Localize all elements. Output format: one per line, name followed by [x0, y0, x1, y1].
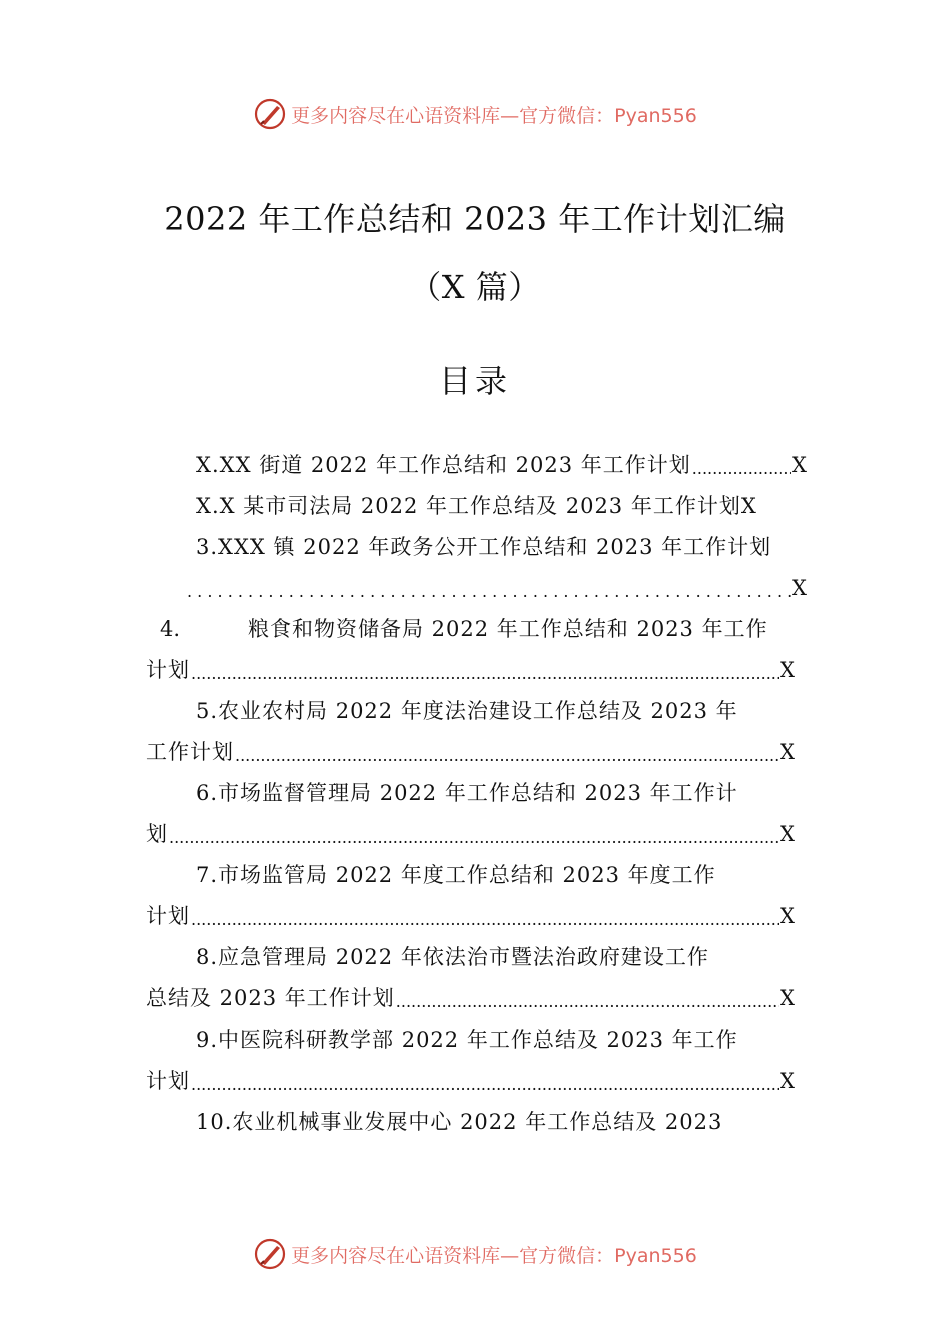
toc-leader-dots	[191, 909, 779, 931]
toc-entry-3-leader	[186, 573, 808, 603]
toc-entry-8[interactable]	[196, 942, 796, 972]
toc-entry-9-cont[interactable]	[146, 1066, 796, 1096]
toc-entry-title: 8.应急管理局 2022 年依法治市暨法治政府建设工作	[196, 945, 709, 969]
watermark-header	[0, 96, 950, 132]
toc-entry-title: 9.中医院科研教学部 2022 年工作总结及 2023 年工作	[196, 1028, 738, 1052]
toc-entry-6[interactable]	[196, 778, 796, 808]
toc-entry-7-cont[interactable]	[146, 901, 796, 931]
toc-entry-9[interactable]	[196, 1025, 796, 1055]
toc-entry-title-cont: 工作计划	[146, 740, 234, 764]
toc-entry-title-cont: 划	[146, 822, 168, 846]
toc-entry-6-cont[interactable]	[146, 819, 796, 849]
quill-logo-icon	[253, 1237, 287, 1271]
toc-leader-dots	[169, 827, 779, 849]
toc-entry-title-cont: 计划	[146, 1069, 190, 1093]
toc-leader-dots	[235, 745, 779, 767]
toc-leader-dots	[191, 1074, 779, 1096]
document-title: 2022 年工作总结和 2023 年工作计划汇编	[164, 200, 786, 238]
toc-entry-title: 10.农业机械事业发展中心 2022 年工作总结及 2023	[196, 1110, 723, 1134]
toc-entry-2[interactable]	[196, 491, 812, 521]
toc-entry-title: 5.农业农村局 2022 年度法治建设工作总结及 2023 年	[196, 699, 738, 723]
toc-leader-dots	[396, 991, 779, 1013]
toc-entry-title: 7.市场监管局 2022 年度工作总结和 2023 年度工作	[196, 863, 716, 887]
quill-logo-icon	[253, 97, 287, 131]
watermark-handle: Pyan556	[614, 104, 697, 127]
toc-page-number: X	[780, 904, 796, 928]
toc-entry-5-cont[interactable]	[146, 737, 796, 767]
toc-entry-1[interactable]	[196, 450, 808, 480]
toc-entry-7[interactable]	[196, 860, 820, 890]
watermark-text: 更多内容尽在心语资料库—官方微信：Pyan556	[291, 1244, 697, 1267]
toc-entry-4-cont[interactable]	[146, 655, 796, 685]
toc-entry-title-cont: 计划	[146, 904, 190, 928]
toc-page-number: X	[780, 1069, 796, 1093]
toc-entry-title: X.X 某市司法局 2022 年工作总结及 2023 年工作计划	[196, 494, 741, 518]
toc-heading: 目录	[438, 362, 511, 400]
toc-leader-dots	[191, 663, 779, 685]
toc-entry-title: 粮食和物资储备局 2022 年工作总结和 2023 年工作	[248, 617, 768, 641]
watermark-text: 更多内容尽在心语资料库—官方微信：Pyan556	[291, 104, 697, 127]
toc-page-number: X	[740, 494, 757, 518]
toc-leader-dots	[187, 581, 791, 603]
toc-page-number: X	[792, 576, 808, 600]
toc-entry-title-cont: 计划	[146, 658, 190, 682]
toc-entry-title: 3.XXX 镇 2022 年政务公开工作总结和 2023 年工作计划	[196, 535, 772, 559]
toc-page-number: X	[780, 740, 796, 764]
toc-page-number: X	[780, 986, 796, 1010]
toc-page-number: X	[780, 822, 796, 846]
toc-entry-title: X.XX 街道 2022 年工作总结和 2023 年工作计划	[196, 453, 691, 477]
toc-entry-4[interactable]	[248, 614, 808, 644]
toc-leader-dots	[692, 458, 791, 480]
toc-entry-5[interactable]	[196, 696, 796, 726]
toc-entry-8-cont[interactable]	[146, 983, 796, 1013]
document-subtitle: （X 篇）	[409, 268, 541, 306]
toc-page-number: X	[792, 453, 808, 477]
toc-entry-4-number: 4.	[160, 617, 181, 641]
watermark-handle: Pyan556	[614, 1244, 697, 1267]
toc-entry-title: 6.市场监督管理局 2022 年工作总结和 2023 年工作计	[196, 781, 738, 805]
toc-entry-title-cont: 总结及 2023 年工作计划	[146, 986, 395, 1010]
watermark-footer	[0, 1236, 950, 1272]
toc-page-number: X	[780, 658, 796, 682]
toc-entry-3[interactable]	[196, 532, 812, 562]
toc-entry-10[interactable]	[196, 1107, 796, 1137]
